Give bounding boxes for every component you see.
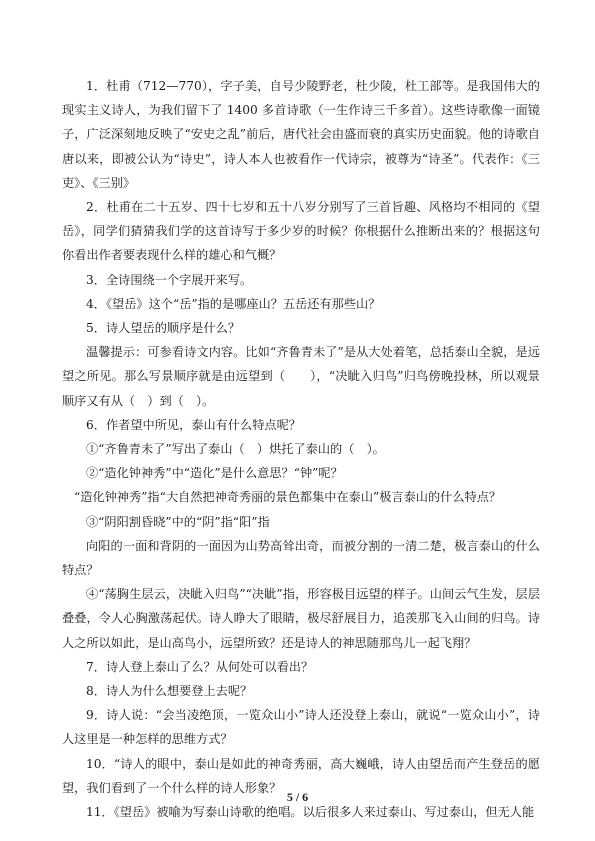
paragraph-6-1: ①“齐鲁青未了”写出了泰山（ ）烘托了泰山的（ ）。	[86, 442, 385, 457]
paragraph-10: 10．“诗人的眼中，泰山是如此的神奇秀丽，高大巍峨，诗人由望岳而产生登岳的愿望，我们看到了一个什么样的诗人形象？	[62, 756, 540, 795]
paragraph-2: 2．杜甫在二十五岁、四十七岁和五十八岁分别写了三首旨趣、风格均不相同的《望岳》，同学们猜猜我们学的这首诗写于多少岁的时候？你根据什么推断出来的？根据这句你看出作者要表现什么样的雄心和气概？	[62, 200, 540, 263]
paragraph-11: 11．《望岳》被喻为写泰山诗歌的绝唱。以后很多人来过泰山、写过泰山，但无人能	[86, 805, 535, 820]
paragraph-6-3: ③“阴阳割昏晓”中的“阴”指“阳”指	[86, 514, 270, 529]
document-body	[62, 74, 540, 824]
paragraph-6-2-note: “造化钟神秀”指“大自然把神奇秀丽的景色都集中在泰山”极言泰山的什么特点？	[74, 490, 502, 505]
paragraph-6: 6．作者望中所见，泰山有什么特点呢？	[86, 417, 301, 432]
paragraph-7: 7．诗人登上泰山了么？从何处可以看出？	[86, 659, 314, 674]
paragraph-3: 3．全诗围绕一个字展开来写。	[86, 272, 253, 287]
paragraph-5: 5．诗人望岳的顺序是什么？	[86, 321, 241, 336]
paragraph-1: 1．杜甫（712—770），字子美，自号少陵野老，杜少陵，杜工部等。是我国伟大的现实主义诗人，为我们留下了 1400 多首诗歌（一生作诗三千多首）。这些诗歌像一面镜子，广泛深刻地反映了“安史之乱”前后，唐代社会由盛而衰的真实历史面貌。他的诗歌自唐以来，即被公认为“诗史”，诗人本人也被看作一代诗宗，被尊为“诗圣”。代表作：《三吏》、《三别》	[62, 79, 540, 190]
paragraph-8: 8．诗人为什么想要登上去呢？	[86, 684, 253, 699]
paragraph-6-2: ②“造化钟神秀”中“造化”是什么意思？“钟”呢？	[86, 466, 343, 481]
page-number: 5 / 6	[286, 790, 309, 804]
paragraph-9: 9．诗人说：“会当凌绝顶，一览众山小”诗人还没登上泰山，就说“一览众山小”，诗人这里是一种怎样的思维方式？	[62, 708, 540, 747]
paragraph-6-4: ④“荡胸生层云，决眦入归鸟”“决眦”指，形容极目远望的样子。山间云气生发，层层叠叠，令人心胸激荡起伏。诗人睁大了眼睛，极尽舒展目力，追羡那飞入山间的归鸟。诗人之所以如此，是山高鸟小，远望所致？还是诗人的神思随那鸟儿一起飞翔？	[62, 587, 540, 650]
paragraph-6-3-note: 向阳的一面和背阴的一面因为山势高耸出奇，而被分割的一清二楚，极言泰山的什么特点？	[62, 538, 540, 578]
paragraph-hint: 温馨提示：可参看诗文内容。比如“齐鲁青未了”是从大处着笔，总括泰山全貌，是远望之所见。那么写景顺序就是由远望到（ ），“决眦入归鸟”归鸟傍晚投林，所以观景顺序又有从（ ）到（ ）。	[62, 345, 540, 408]
paragraph-4: 4．《望岳》这个“岳”指的是哪座山？五岳还有那些山？	[86, 296, 381, 311]
